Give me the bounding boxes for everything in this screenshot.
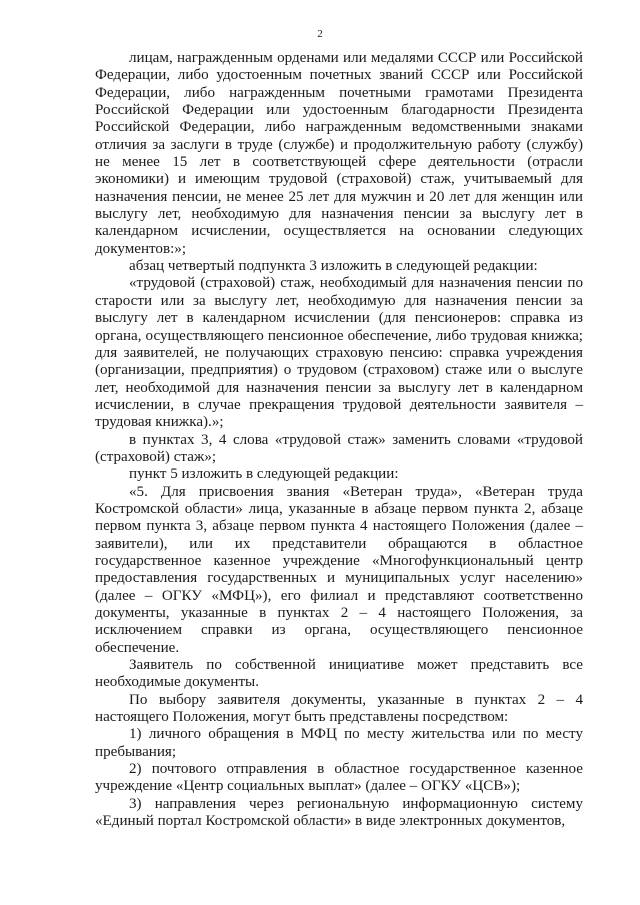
document-body — [95, 50, 583, 830]
paragraph-9: 1) личного обращения в МФЦ по месту жительства или по месту пребывания; — [95, 726, 583, 760]
page-number: 2 — [317, 28, 323, 40]
paragraph-7: Заявитель по собственной инициативе может представить все необходимые документы. — [95, 657, 583, 691]
paragraph-10: 2) почтового отправления в областное государственное казенное учреждение «Центр социальных выплат» (далее – ОГКУ «ЦСВ»); — [95, 761, 583, 795]
paragraph-5: пункт 5 изложить в следующей редакции: — [129, 466, 399, 483]
paragraph-4: в пунктах 3, 4 слова «трудовой стаж» заменить словами «трудовой (страховой) стаж»; — [95, 431, 583, 465]
paragraph-6: «5. Для присвоения звания «Ветеран труда», «Ветеран труда Костромской области» лица, указанные в абзаце первом пункта 2, абзаце первом пункта 3, абзаце первом пункта 4 настоящего Положения (далее – заявители), или их представители обращаются в областное государственное казенное учреждение «Многофункциональный центр предоставления государственных и муниципальных услуг населению» (далее – ОГКУ «МФЦ»), его филиал и представляют соответственно документы, указанные в пунктах 2 – 4 настоящего Положения, за исключением справки из органа, осуществляющего пенсионное обеспечение. — [95, 483, 583, 656]
paragraph-8: По выбору заявителя документы, указанные в пунктах 2 – 4 настоящего Положения, могут быть представлены посредством: — [95, 691, 583, 726]
paragraph-11: 3) направления через региональную информационную систему «Единый портал Костромской области» в виде электронных документов, — [95, 795, 583, 830]
paragraph-3: «трудовой (страховой) стаж, необходимый для назначения пенсии по старости или за выслугу лет, необходимую для назначения пенсии за выслугу лет в календарном исчислении (для пенсионеров: справка из органа, осуществляющего пенсионное обеспечение, либо трудовая книжка; для заявителей, не получающих страховую пенсию: справка учреждения (организации, предприятия) о трудовом (страховом) стаже или о выслуге лет, необходимой для назначения пенсии за выслугу лет в календарном исчислении, в случае прекращения трудовой деятельности заявителя – трудовая книжка).»; — [95, 275, 583, 431]
paragraph-2: абзац четвертый подпункта 3 изложить в следующей редакции: — [129, 258, 538, 275]
paragraph-1: лицам, награжденным орденами или медалями СССР или Российской Федерации, либо удостоенным почетных званий СССР или Российской Федерации, либо награжденным почетными грамотами Президента Российской Федерации или удостоенным благодарности Президента Российской Федерации, либо награжденным ведомственными знаками отличия за заслуги в труде (службе) и продолжительную работу (службу) не менее 15 лет в соответствующей сфере деятельности (отрасли экономики) и имеющим трудовой (страховой) стаж, учитываемый для назначения пенсии, не менее 25 лет для мужчин и 20 лет для женщин или выслугу лет, необходимую для назначения пенсии за выслугу лет в календарном исчислении, осуществляется на основании следующих документов:»; — [95, 50, 583, 257]
